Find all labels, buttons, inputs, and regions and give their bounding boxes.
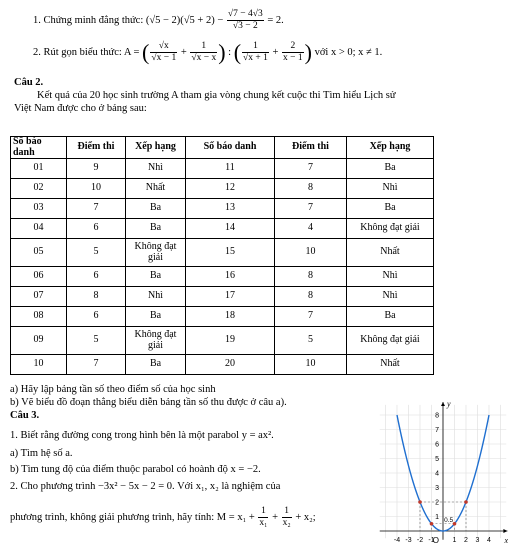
q3-item2-text: phương trình, không giải phương trình, hãy tính: M = x₁ + [10,511,255,523]
table-cell: 7 [67,355,126,375]
y-tick-label: 3 [435,485,439,492]
q2-intro-line1: Kết quả của 20 học sinh trường A tham gia vòng chung kết cuộc thi Tìm hiểu Lịch sử [37,90,396,101]
x-tick-label: -1 [428,537,435,544]
table-header: Điểm thi [67,137,126,159]
table-row [11,267,434,287]
table-row [11,327,434,355]
q3-item2-f1-den: x₁ [259,518,268,528]
x-tick-label: 4 [487,537,491,544]
table-cell: Nhất [347,239,434,267]
table-cell: 08 [11,307,67,327]
table-cell: 16 [186,267,275,287]
x-tick-label: 1 [452,537,457,544]
q3-item2-f1 [258,506,268,529]
table-cell: Ba [126,199,186,219]
q3-item2-f1-num: 1 [258,506,268,518]
q1-item2: 2. Rút gọn biểu thức: A = ( $\frac{√x}{√x - 1}$ + $\frac{1}{√x - x}$ ) : ( $\frac{1}{√x + 1}$ + $\frac{2}{x - 1}$ ) với x > 0; x ≠ 1. [33,39,383,65]
table-cell: Nhì [347,267,434,287]
results-table [10,136,434,375]
q1-item1-prefix: 1. Chứng minh đẳng thức: [33,14,144,26]
y-tick-label: 6 [435,441,439,449]
table-cell: Nhất [126,179,186,199]
table-cell: Nhất [347,355,434,375]
q3-item2-line1: 2. Cho phương trình −3x² − 5x − 2 = 0. Với x₁, x₂ là nghiệm của [10,481,281,492]
q3-item1: 1. Biết rằng đường cong trong hình bên là một parabol y = ax². [10,430,274,441]
table-cell: 5 [275,327,347,355]
table-cell: 6 [67,307,126,327]
table-cell: 18 [186,307,275,327]
q1-item2-f3-den: √x + 1 [243,53,268,63]
q1-item2-f4-den: x − 1 [283,53,303,63]
table-cell: 7 [275,307,347,327]
table-header: Điểm thi [275,137,347,159]
table-cell: Ba [126,219,186,239]
table-cell: 8 [275,287,347,307]
table-cell: Không đạt giải [347,219,434,239]
table-cell: 10 [275,239,347,267]
table-cell: 02 [11,179,67,199]
q1-item2-f4-num: 2 [282,41,304,53]
table-cell: 20 [186,355,275,375]
table-cell: 8 [275,179,347,199]
table-cell: Không đạt giải [126,327,186,355]
y-tick-label: 4 [435,470,439,478]
table-cell: Ba [347,199,434,219]
table-cell: 4 [275,219,347,239]
x-tick-label: -2 [416,537,424,544]
q1-item2-A: A = [123,46,140,58]
q1-item2-f1-num: √x [150,41,177,53]
marked-point [453,522,457,526]
q2-part-b: b) Vẽ biểu đồ đoạn thẳng biểu diễn bảng tần số thu được ở câu a). [10,397,287,408]
q1-item2-plus1: + [180,46,187,58]
q1-item1-num: √7 − 4√3 [227,9,263,19]
q3-item2-line2 [10,506,316,529]
table-cell: Nhì [126,287,186,307]
q1-item2-prefix: 2. Rút gọn biểu thức: [33,46,122,58]
q1-item2-f4 [282,41,304,64]
y-axis-label: y [447,399,451,409]
table-cell: Ba [347,307,434,327]
q1-item2-f2 [190,41,217,64]
parabola-graph [365,399,509,546]
q3-item2-f2 [282,506,292,529]
table-cell: 10 [275,355,347,375]
q3-item1b: b) Tìm tung độ của điểm thuộc parabol có hoành độ x = −2. [10,464,261,475]
table-cell: 06 [11,267,67,287]
table-cell: 7 [275,199,347,219]
x-axis-arrow [503,529,507,533]
table-cell: 14 [186,219,275,239]
table-row [11,199,434,219]
q3-item2-tail: + x₂; [295,511,316,523]
table-cell: 04 [11,219,67,239]
y-tick-label: 5 [435,456,439,463]
table-row [11,179,434,199]
y-axis-arrow [441,402,445,406]
q2-part-a: a) Hãy lập bảng tần số theo điểm số của học sinh [10,384,216,395]
q1-item2-f3 [242,41,269,64]
table-cell: Ba [126,267,186,287]
table-cell: 6 [67,267,126,287]
y-tick-label: 1 [435,514,439,521]
table-cell: 9 [67,159,126,179]
x-tick-label: -4 [393,537,401,544]
q2-title: Câu 2. [14,77,44,88]
q1-item2-f1 [150,41,177,64]
q3-item1a: a) Tìm hệ số a. [10,448,73,459]
q2-intro-line2: Việt Nam được cho ở bảng sau: [14,103,147,114]
q1-item2-plus2: + [272,46,279,58]
q1-item2-f3-num: 1 [242,41,269,53]
table-cell: 05 [11,239,67,267]
table-cell: 03 [11,199,67,219]
q1-item1-den: √3 − 2 [232,21,258,31]
table-cell: Không đạt giải [347,327,434,355]
table-header: Xếp hạng [126,137,186,159]
table-cell: 10 [67,179,126,199]
x-tick-label: 3 [475,537,480,544]
q1-item1 [33,9,284,32]
table-header: Số báo danh [11,137,67,159]
q1-item2-colon: : [228,46,232,58]
y-tick-label: 7 [435,427,439,434]
table-header-row [11,137,434,159]
point-label: 0.5 [444,516,454,524]
q3-item2-plus: + [272,511,279,523]
x-tick-label: -3 [405,537,412,544]
x-axis-label: x [504,536,509,545]
table-cell: 07 [11,287,67,307]
marked-point [418,500,422,504]
table-cell: Nhì [347,287,434,307]
table-row [11,307,434,327]
table-cell: 6 [67,219,126,239]
table-cell: 01 [11,159,67,179]
table-row [11,159,434,179]
table-cell: 5 [67,327,126,355]
table-cell: 5 [67,239,126,267]
table-header: Xếp hạng [347,137,434,159]
table-cell: Ba [347,159,434,179]
table-cell: 7 [275,159,347,179]
y-tick-label: 2 [435,499,439,507]
q1-item2-f2-den: √x − x [191,53,217,63]
y-tick-label: 8 [435,412,439,420]
table-cell: 09 [11,327,67,355]
table-row [11,239,434,267]
table-row [11,287,434,307]
q1-item1-fraction [227,9,264,32]
x-tick-label: 2 [464,537,468,544]
table-cell: 12 [186,179,275,199]
table-header: Số báo danh [186,137,275,159]
q1-item2-f2-num: 1 [190,41,217,53]
q1-item2-f1-den: √x − 1 [151,53,177,63]
q1-item1-rhs: = 2. [267,14,284,26]
table-row [11,219,434,239]
marked-point [464,500,468,504]
table-cell: 10 [11,355,67,375]
table-cell: 11 [186,159,275,179]
table-cell: 13 [186,199,275,219]
q3-item2-f2-num: 1 [282,506,292,518]
table-cell: 17 [186,287,275,307]
q1-item1-lhs: (√5 − 2)(√5 + 2) − [145,14,224,26]
q3-item2-f2-den: x₂ [282,518,291,528]
table-cell: 8 [67,287,126,307]
table-cell: 19 [186,327,275,355]
table-cell: 8 [275,267,347,287]
table-cell: Nhì [347,179,434,199]
q1-item2-condition: với x > 0; x ≠ 1. [314,46,383,58]
table-cell: 15 [186,239,275,267]
table-cell: Không đạt giải [126,239,186,267]
table-cell: Ba [126,307,186,327]
q3-title: Câu 3. [10,410,40,421]
table-row [11,355,434,375]
origin-label: O [432,536,439,545]
marked-point [430,522,434,526]
table-cell: Nhì [126,159,186,179]
table-cell: Ba [126,355,186,375]
table-cell: 7 [67,199,126,219]
